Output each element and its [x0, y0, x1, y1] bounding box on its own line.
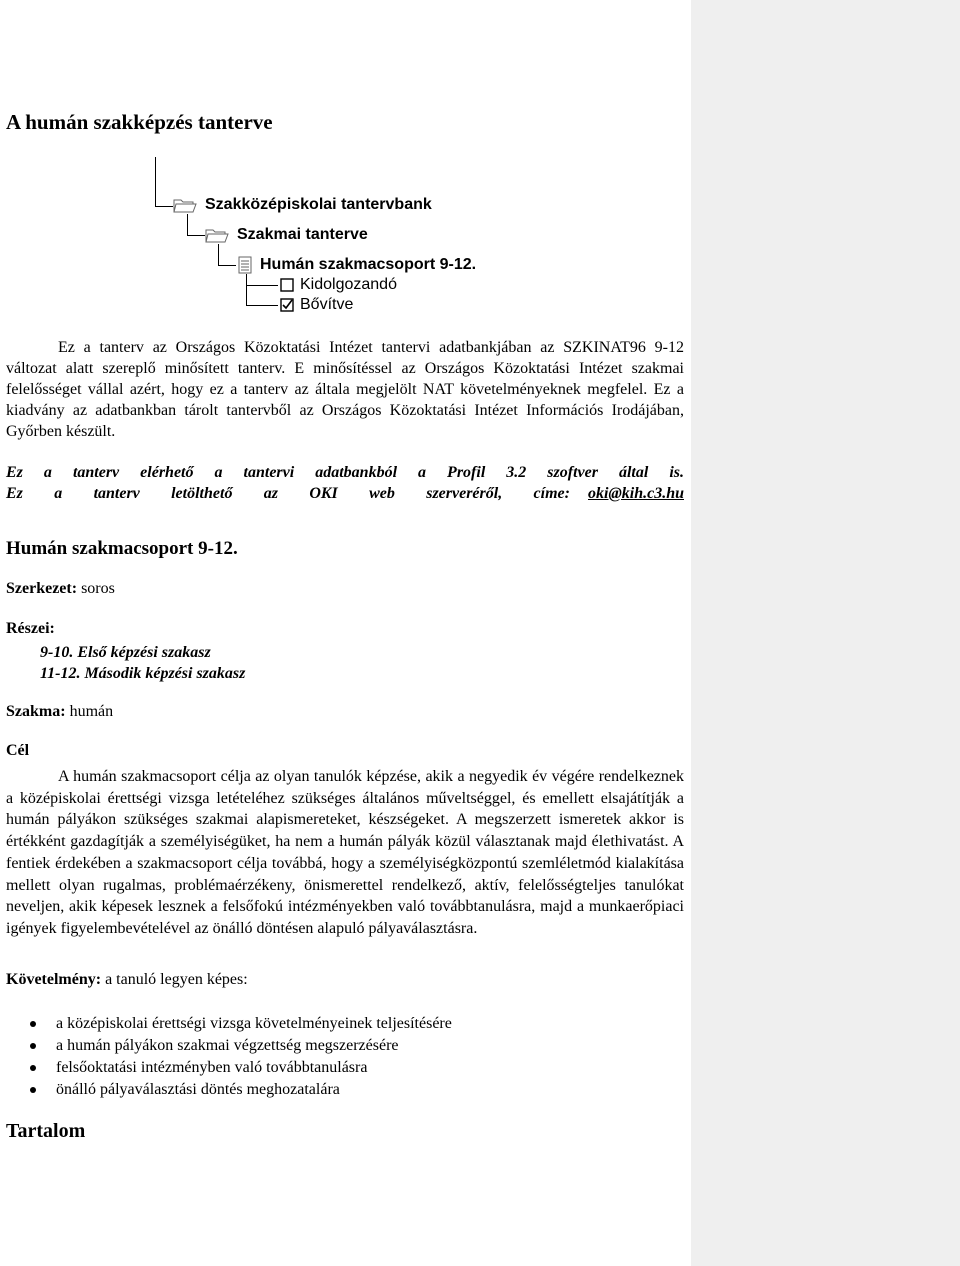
- availability-note: [6, 462, 684, 504]
- contents-title: Tartalom: [6, 1120, 86, 1142]
- tree-connector: [187, 214, 188, 236]
- folder-icon: [173, 197, 197, 213]
- list-item: a középiskolai érettségi vizsga követelményeinek teljesítésére: [30, 1013, 452, 1035]
- structure-field: [6, 580, 115, 598]
- part-item: 11-12. Második képzési szakasz: [40, 665, 246, 682]
- requirement-label: Követelmény:: [6, 971, 102, 988]
- note-word: által: [618, 464, 649, 481]
- document-icon: [238, 256, 252, 274]
- list-item: felsőoktatási intézményben való továbbtanulásra: [30, 1057, 452, 1079]
- folder-icon: [205, 227, 229, 243]
- tree-node-szakmai-tanterve[interactable]: [205, 226, 368, 244]
- requirement-field: [6, 971, 248, 989]
- note-word: is.: [669, 464, 684, 481]
- goal-paragraph: A humán szakmacsoport célja az olyan tanulók képzése, akik a negyedik év végére rendelkeznek a középiskolai érettségi vizsga letételéhez szükséges általános műveltséggel, és emellett elsajátítják a humán pályákon szükséges szakmai alapismereteket, készségeket. A megszerzett ismeretek akkor is értékként gazdagítják a személyiségüket, ha nem a humán pályák közül választanak majd élethivatást. A fentiek érdekében a szakmacsoport célja továbbá, hogy a személyiségközpontú szemléletmód kialakítása mellett olyan rugalmas, problémaérzékeny, önismerettel rendelkező, aktív, felelősségteljes tanulókat neveljen, akik képesek lesznek a felsőfokú intézményekben való továbbtanulásra, majd a munkaerőpiaci igények figyelembevételével az önálló döntésen alapuló pályaválasztásra.: [6, 768, 684, 937]
- note-word: a: [43, 464, 52, 481]
- structure-value: soros: [81, 580, 115, 597]
- tree-node-tantervbank[interactable]: [173, 196, 432, 214]
- option-bovitve[interactable]: [280, 296, 353, 314]
- note-word: az: [263, 485, 278, 502]
- profession-label: Szakma:: [6, 703, 66, 720]
- requirement-value: a tanuló legyen képes:: [105, 971, 248, 988]
- parts-label: Részei:: [6, 620, 55, 637]
- goal-field: [6, 742, 29, 760]
- note-word: Ez: [6, 464, 23, 481]
- note-word: elérhető: [140, 464, 194, 481]
- comment-pane: [691, 0, 960, 1266]
- list-item: a humán pályákon szakmai végzettség megszerzésére: [30, 1035, 452, 1057]
- tree-connector: [246, 274, 247, 306]
- note-word: a: [418, 464, 427, 481]
- note-word: a: [54, 485, 63, 502]
- tree-node-label: Szakközépiskolai tantervbank: [205, 196, 432, 213]
- note-word: a: [214, 464, 223, 481]
- note-word: szerveréről,: [426, 485, 503, 502]
- checkbox-checked-icon[interactable]: [280, 298, 294, 312]
- checkbox-icon[interactable]: [280, 278, 294, 292]
- parts-list: [40, 642, 245, 684]
- note-word: szoftver: [547, 464, 598, 481]
- tree-connector: [155, 206, 173, 207]
- availability-line: [6, 462, 684, 483]
- option-label: Bővítve: [300, 296, 354, 313]
- tree-view: [0, 0, 691, 330]
- note-word: adatbankból: [315, 464, 398, 481]
- download-link[interactable]: oki@kih.c3.hu: [588, 485, 684, 502]
- tree-connector: [246, 305, 278, 306]
- option-label: Kidolgozandó: [300, 276, 397, 293]
- note-word: Ez: [6, 485, 23, 502]
- note-word: tantervi: [243, 464, 295, 481]
- note-word: letölthető: [171, 485, 233, 502]
- download-line: [6, 483, 684, 504]
- document-title: A humán szakképzés tanterve: [6, 110, 273, 134]
- tree-node-label: Szakmai tanterve: [237, 226, 368, 243]
- note-word: tanterv: [72, 464, 120, 481]
- intro-paragraph: Ez a tanterv az Országos Közoktatási Intézet tantervi adatbankjában az SZKINAT96 9-12 változat alatt szereplő minősített tanterv. E minősítéssel az Országos Közoktatási Intézet szakmai felelősséget vállal azért, hogy ez a tanterv az általa megjelölt NAT követelményeknek megfelel. Ez a kiadvány az adatbankban tárolt tantervből az Országos Közoktatási Intézet Információs Irodájában, Győrben készült.: [6, 339, 684, 440]
- note-word: tanterv: [93, 485, 140, 502]
- note-word: 3.2: [506, 464, 527, 481]
- parts-field: [6, 620, 55, 638]
- profession-field: [6, 703, 113, 721]
- tree-connector: [218, 265, 236, 266]
- tree-connector: [187, 235, 205, 236]
- option-kidolgozando[interactable]: [280, 276, 397, 294]
- note-word: OKI: [309, 485, 338, 502]
- note-word: Profil: [447, 464, 486, 481]
- tree-node-human-szakmacsoport[interactable]: [238, 256, 476, 274]
- tree-connector: [155, 157, 156, 207]
- note-word: címe:: [533, 485, 570, 502]
- part-item: 9-10. Első képzési szakasz: [40, 644, 211, 661]
- tree-node-label: Humán szakmacsoport 9-12.: [260, 256, 477, 273]
- profession-value: humán: [69, 703, 114, 720]
- tree-connector: [246, 285, 278, 286]
- tree-connector: [218, 244, 219, 266]
- section-title: Humán szakmacsoport 9-12.: [6, 538, 238, 559]
- note-word: web: [369, 485, 395, 502]
- structure-label: Szerkezet:: [6, 580, 78, 597]
- requirements-list: [30, 1013, 452, 1101]
- goal-label: Cél: [6, 742, 30, 759]
- list-item: önálló pályaválasztási döntés meghozatalára: [30, 1079, 452, 1101]
